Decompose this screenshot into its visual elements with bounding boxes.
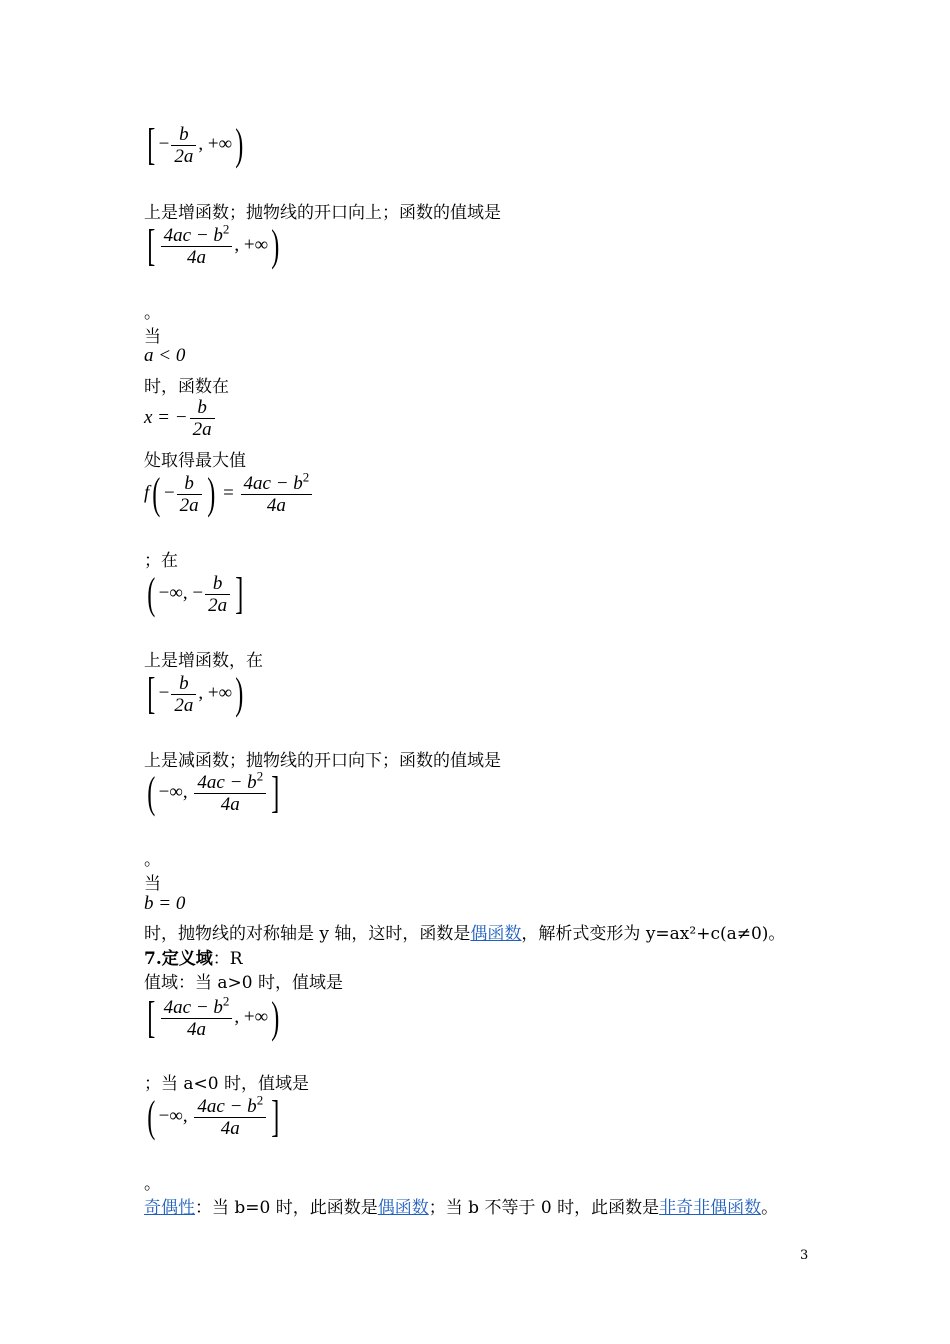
plus-infinity: , +∞ xyxy=(198,682,233,704)
neither-odd-nor-even-link[interactable]: 非奇非偶函数 xyxy=(659,1198,762,1218)
formula-b-eq-0 xyxy=(144,893,185,915)
denominator: 4a xyxy=(220,793,240,815)
numerator: 4ac − b xyxy=(197,1095,257,1117)
equation: b = 0 xyxy=(144,893,186,914)
right-bracket: ] xyxy=(235,569,244,618)
right-paren: ) xyxy=(271,993,280,1042)
exponent: 2 xyxy=(256,768,264,784)
exponent: 2 xyxy=(222,221,230,237)
parity-link[interactable]: 奇偶性 xyxy=(144,1198,195,1218)
fraction xyxy=(190,397,215,440)
numerator: 4ac − b xyxy=(163,224,223,246)
denominator: 2a xyxy=(208,594,228,616)
numerator: b xyxy=(184,472,194,494)
fraction xyxy=(171,124,196,167)
section-title: 7.定义域 xyxy=(144,949,213,969)
denominator: 4a xyxy=(266,494,286,516)
page-number: 3 xyxy=(800,1248,809,1263)
numerator: b xyxy=(179,123,189,145)
text-part: 时，抛物线的对称轴是 y 轴，这时，函数是 xyxy=(144,924,471,944)
period-3: 。 xyxy=(144,1174,161,1194)
denominator: 2a xyxy=(192,419,212,440)
plus-infinity: , +∞ xyxy=(198,133,233,155)
plus-infinity: , +∞ xyxy=(234,1006,269,1028)
even-function-link[interactable]: 偶函数 xyxy=(377,1198,429,1218)
numerator: b xyxy=(179,672,189,694)
even-function-link[interactable]: 偶函数 xyxy=(470,924,522,944)
range-interval-lower-1 xyxy=(144,768,283,817)
range-interval-lower-2 xyxy=(144,1092,283,1141)
text-range-a-lt-0: ；当 a<0 时，值域是 xyxy=(144,1074,310,1094)
equals-sign: = xyxy=(223,482,234,504)
fraction xyxy=(194,1092,266,1139)
x-equals: x = − xyxy=(144,406,188,428)
domain-value: ：R xyxy=(212,949,243,969)
left-paren: ( xyxy=(147,1092,156,1141)
fraction xyxy=(241,469,313,516)
right-paren: ) xyxy=(235,120,244,169)
numerator: b xyxy=(212,572,223,594)
fraction xyxy=(205,573,230,616)
text-semicolon-at: ；在 xyxy=(144,551,178,571)
left-bracket: [ xyxy=(147,120,156,169)
text-decreasing-opening-down: 上是减函数；抛物线的开口向下；函数的值域是 xyxy=(144,751,501,771)
denominator: 4a xyxy=(187,1018,207,1040)
left-bracket: [ xyxy=(147,221,156,270)
numerator: b xyxy=(197,397,207,418)
text-function-at: 时，函数在 xyxy=(144,377,229,397)
exponent: 2 xyxy=(256,1092,264,1108)
text-increasing-at: 上是增函数，在 xyxy=(144,651,263,671)
text-part: ，解析式变形为 y=ax²+c(a≠0)。 xyxy=(521,924,786,944)
period-1: 。 xyxy=(144,303,161,323)
formula-x-eq xyxy=(144,397,217,440)
numerator: 4ac − b xyxy=(197,771,257,793)
range-interval-upper-1 xyxy=(144,221,283,270)
text-range-a-gt-0: 值域：当 a>0 时，值域是 xyxy=(144,973,344,993)
fraction xyxy=(161,993,233,1040)
range-interval-upper-2 xyxy=(144,993,283,1042)
right-paren: ) xyxy=(206,469,216,518)
fraction xyxy=(194,768,266,815)
numerator: 4ac − b xyxy=(163,996,223,1018)
formula-a-lt-0 xyxy=(144,345,185,367)
text-when-2: 当 xyxy=(144,874,161,894)
minus-sign: − xyxy=(158,682,170,704)
numerator: 4ac − b xyxy=(243,472,303,494)
left-bracket: [ xyxy=(147,993,156,1042)
neg-infinity: −∞, xyxy=(158,781,188,803)
interval-neg-inf-to-neg-b-over-2a xyxy=(144,569,247,618)
text-increasing-opening-up: 上是增函数；抛物线的开口向上；函数的值域是 xyxy=(144,203,501,223)
interval-neg-b-over-2a-to-inf-1 xyxy=(144,120,247,169)
exponent: 2 xyxy=(302,469,310,485)
plus-infinity: , +∞ xyxy=(234,234,269,256)
inequality: a < 0 xyxy=(144,345,186,366)
neg-infinity: −∞, − xyxy=(158,582,204,604)
text-part: ；当 b 不等于 0 时，此函数是 xyxy=(428,1198,660,1218)
left-bracket: [ xyxy=(147,669,156,718)
text-max-value: 处取得最大值 xyxy=(144,451,246,471)
right-bracket: ] xyxy=(271,1092,280,1141)
text-when-1: 当 xyxy=(144,327,161,347)
right-paren: ) xyxy=(235,669,244,718)
left-paren: ( xyxy=(152,469,161,518)
fraction xyxy=(177,473,202,516)
text-parity xyxy=(144,1197,778,1219)
text-symmetry-axis xyxy=(144,923,785,945)
formula-f-max xyxy=(144,469,314,518)
denominator: 4a xyxy=(220,1117,240,1139)
minus-sign: − xyxy=(158,133,170,155)
exponent: 2 xyxy=(222,993,230,1009)
denominator: 4a xyxy=(187,246,207,268)
denominator: 2a xyxy=(174,694,194,716)
right-paren: ) xyxy=(271,221,280,270)
fraction xyxy=(171,673,196,716)
right-bracket: ] xyxy=(271,768,280,817)
left-paren: ( xyxy=(147,768,156,817)
neg-infinity: −∞, xyxy=(158,1105,188,1127)
left-paren: ( xyxy=(147,569,156,618)
fraction xyxy=(161,221,233,268)
minus-sign: − xyxy=(163,482,175,504)
function-f: f xyxy=(144,482,150,504)
text-part: 。 xyxy=(761,1198,779,1218)
denominator: 2a xyxy=(174,145,194,167)
denominator: 2a xyxy=(179,494,199,516)
period-2: 。 xyxy=(144,850,161,870)
text-part: ：当 b=0 时，此函数是 xyxy=(195,1198,378,1218)
section-7-domain xyxy=(144,948,243,970)
interval-neg-b-over-2a-to-inf-2 xyxy=(144,669,247,718)
